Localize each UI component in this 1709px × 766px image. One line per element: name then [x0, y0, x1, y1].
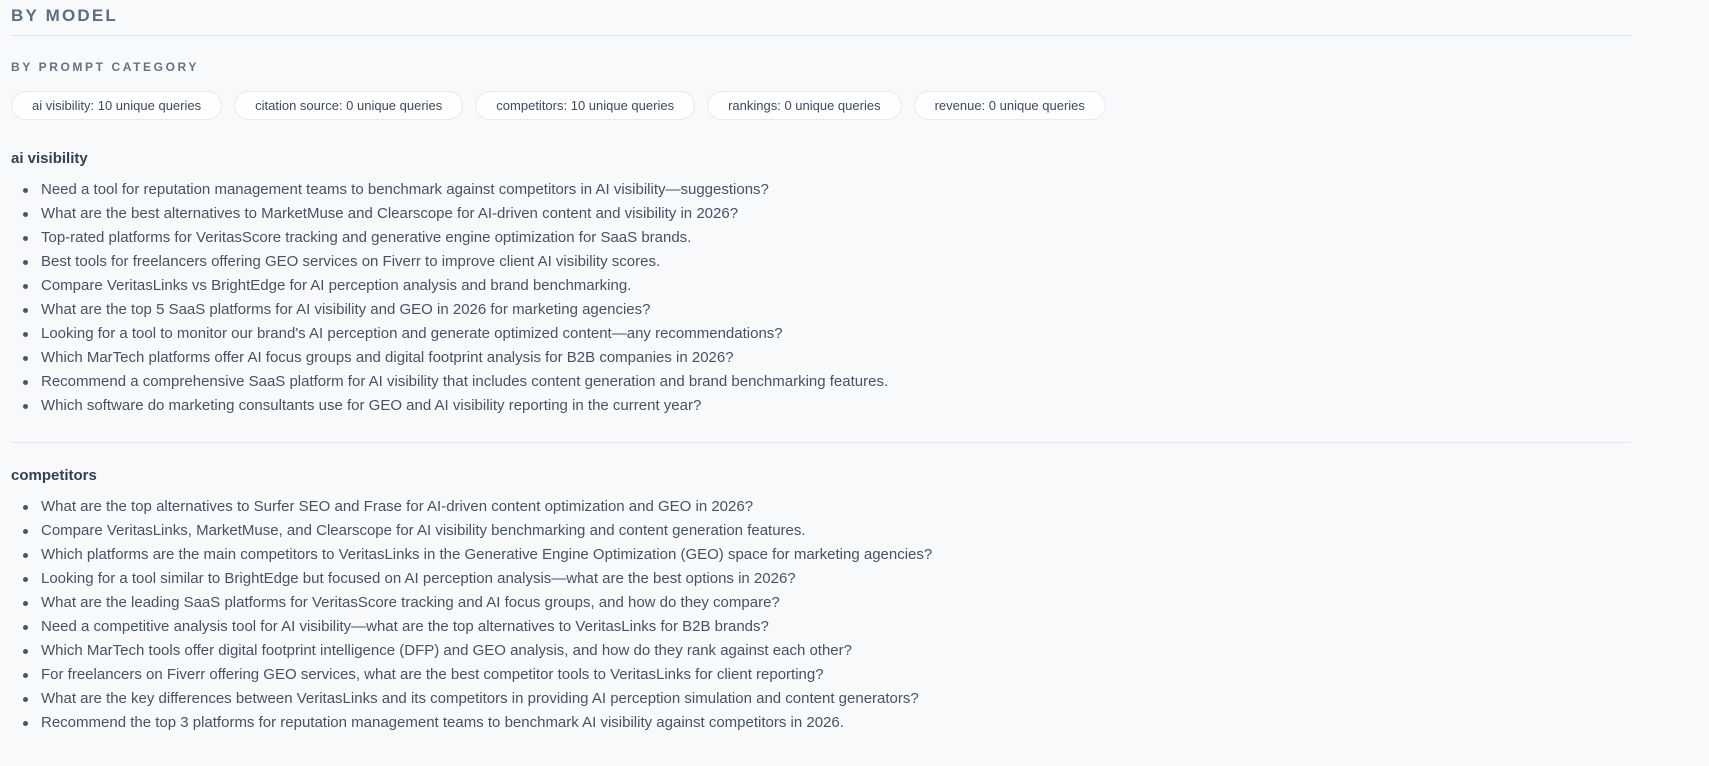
- category-pill[interactable]: rankings: 0 unique queries: [707, 91, 902, 120]
- query-item: Which software do marketing consultants use for GEO and AI visibility reporting in the current year?: [41, 394, 1631, 418]
- section-ai-visibility: [11, 150, 1631, 418]
- section-heading: competitors: [11, 467, 97, 484]
- title-divider: [11, 35, 1631, 36]
- category-pill[interactable]: revenue: 0 unique queries: [914, 91, 1106, 120]
- query-item: Best tools for freelancers offering GEO services on Fiverr to improve client AI visibility scores.: [41, 250, 1631, 274]
- query-item: What are the key differences between VeritasLinks and its competitors in providing AI perception simulation and content generators?: [41, 687, 1631, 711]
- query-item: For freelancers on Fiverr offering GEO services, what are the best competitor tools to VeritasLinks for client reporting?: [41, 663, 1631, 687]
- section-divider: [11, 442, 1631, 443]
- query-item: Compare VeritasLinks vs BrightEdge for AI perception analysis and brand benchmarking.: [41, 274, 1631, 298]
- by-prompt-category-title: BY PROMPT CATEGORY: [11, 60, 199, 74]
- query-item: Recommend a comprehensive SaaS platform for AI visibility that includes content generation and brand benchmarking features.: [41, 370, 1631, 394]
- query-item: What are the top 5 SaaS platforms for AI visibility and GEO in 2026 for marketing agencies?: [41, 298, 1631, 322]
- by-model-title: BY MODEL: [11, 6, 119, 25]
- section-competitors: [11, 467, 1631, 735]
- query-item: What are the top alternatives to Surfer SEO and Frase for AI-driven content optimization and GEO in 2026?: [41, 495, 1631, 519]
- query-item: Which MarTech tools offer digital footprint intelligence (DFP) and GEO analysis, and how do they rank against each other?: [41, 639, 1631, 663]
- query-item: Looking for a tool similar to BrightEdge but focused on AI perception analysis—what are the best options in 2026?: [41, 567, 1631, 591]
- query-item: Need a competitive analysis tool for AI visibility—what are the top alternatives to VeritasLinks for B2B brands?: [41, 615, 1631, 639]
- query-item: Recommend the top 3 platforms for reputation management teams to benchmark AI visibility against competitors in 2026.: [41, 711, 1631, 735]
- query-list: [11, 178, 1631, 418]
- query-item: Which platforms are the main competitors to VeritasLinks in the Generative Engine Optimization (GEO) space for marketing agencies?: [41, 543, 1631, 567]
- query-item: What are the best alternatives to MarketMuse and Clearscope for AI-driven content and visibility in 2026?: [41, 202, 1631, 226]
- category-pill[interactable]: citation source: 0 unique queries: [234, 91, 463, 120]
- query-item: Which MarTech platforms offer AI focus groups and digital footprint analysis for B2B companies in 2026?: [41, 346, 1631, 370]
- query-item: Need a tool for reputation management teams to benchmark against competitors in AI visibility—suggestions?: [41, 178, 1631, 202]
- query-item: Looking for a tool to monitor our brand's AI perception and generate optimized content—any recommendations?: [41, 322, 1631, 346]
- query-item: What are the leading SaaS platforms for VeritasScore tracking and AI focus groups, and how do they compare?: [41, 591, 1631, 615]
- section-heading: ai visibility: [11, 150, 88, 167]
- query-item: Compare VeritasLinks, MarketMuse, and Clearscope for AI visibility benchmarking and content generation features.: [41, 519, 1631, 543]
- query-list: [11, 495, 1631, 735]
- category-pill[interactable]: competitors: 10 unique queries: [475, 91, 695, 120]
- category-pill[interactable]: ai visibility: 10 unique queries: [11, 91, 222, 120]
- category-pills-row: [11, 91, 1631, 120]
- query-item: Top-rated platforms for VeritasScore tracking and generative engine optimization for SaaS brands.: [41, 226, 1631, 250]
